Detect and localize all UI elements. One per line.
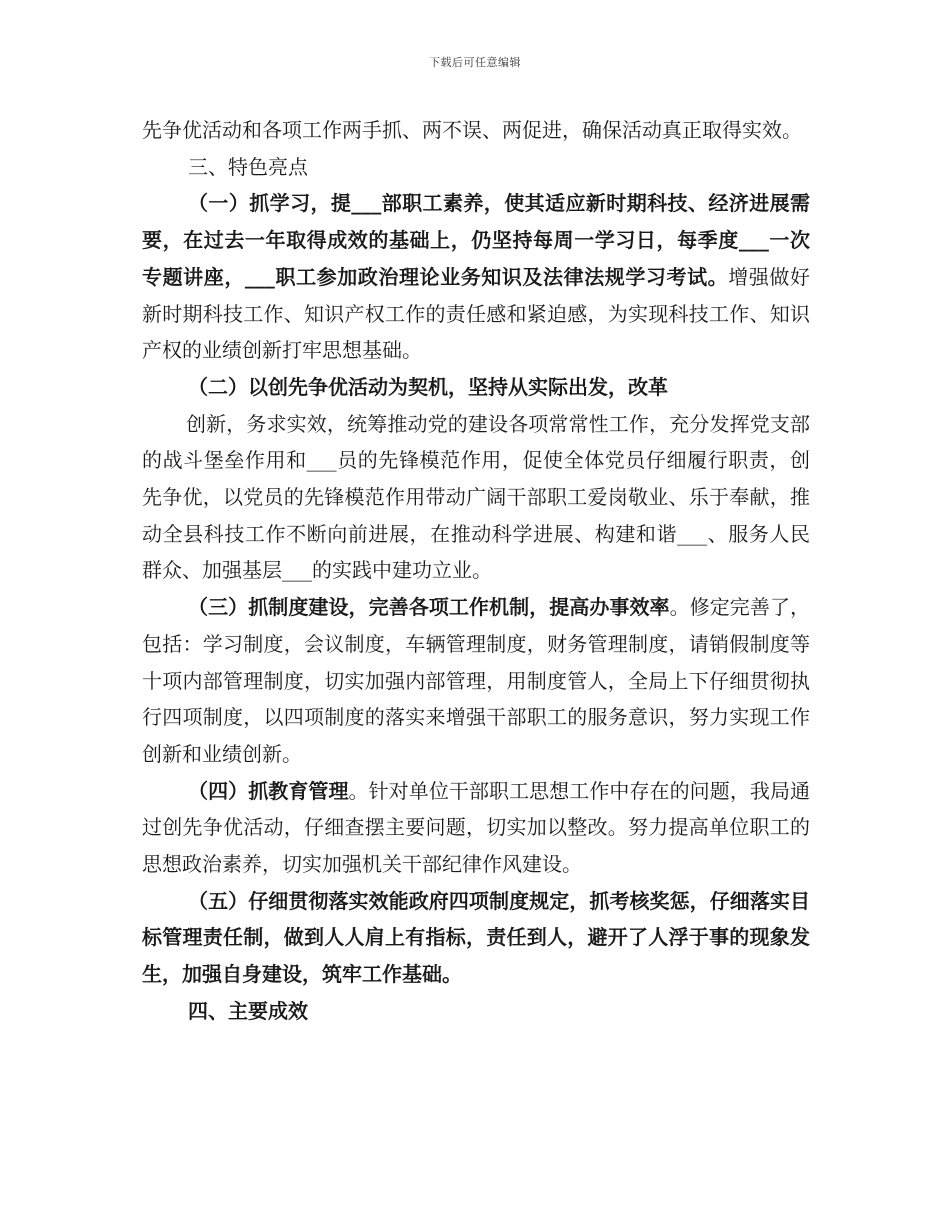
item-3-text: 。修定完善了，包括：学习制度，会议制度，车辆管理制度，财务管理制度，请销假制度等十项内部管理制度，切实加强内部管理，用制度管人，全局上下仔细贯彻执行四项制度，以四项制度的落实来增强干部职工的服务意识，努力实现工作创新和业绩创新。 bbox=[142, 595, 811, 766]
item-1-title: （一）抓学习，提___部职工素养，使其适应新时期科技、经济进展需要，在过去一年取得成效的基础上，仍坚持每周一学习日，每季度___一次专题讲座，___职工参加政治理论业务知识及法律法规学习考试。 bbox=[142, 191, 810, 289]
paragraph-item-2-title: （二）以创先争优活动为契机，坚持从实际出发，改革 bbox=[188, 374, 668, 399]
paragraph-item-4 bbox=[142, 773, 810, 883]
section-heading-4: 四、主要成效 bbox=[188, 998, 308, 1023]
item-3-title: （三）抓制度建设，完善各项工作机制，提高办事效率 bbox=[188, 595, 670, 620]
item-4-text: 。针对单位干部职工思想工作中存在的问题，我局通过创先争优活动，仔细查摆主要问题，切实加以整改。努力提高单位职工的思想政治素养，切实加强机关干部纪律作风建设。 bbox=[142, 778, 811, 877]
paragraph-item-5: （五）仔细贯彻落实效能政府四项制度规定，抓考核奖惩，仔细落实目标管理责任制，做到人人肩上有指标，责任到人，避开了人浮于事的现象发生，加强自身建设，筑牢工作基础。 bbox=[142, 888, 810, 987]
item-1-text: 增强做好新时期科技工作、知识产权工作的责任感和紧迫感，为实现科技工作、知识产权的业绩创新打牢思想基础。 bbox=[142, 264, 811, 363]
paragraph-continuation: 先争优活动和各项工作两手抓、两不误、两促进，确保活动真正取得实效。 bbox=[142, 118, 802, 142]
paragraph-item-3 bbox=[142, 589, 810, 773]
paragraph-item-2-text: 创新，务求实效，统筹推动党的建设各项常常性工作，充分发挥党支部的战斗堡垒作用和___员的先锋模范作用，促使全体党员仔细履行职责，创先争优，以党员的先锋模范作用带动广阔干部职工爱岗敬业、乐于奉献，推动全县科技工作不断向前进展，在推动科学进展、构建和谐___、服务人民群众、加强基层___的实践中建功立业。 bbox=[142, 411, 810, 583]
document-body bbox=[142, 112, 810, 1030]
paragraph-item-1 bbox=[142, 185, 810, 369]
section-heading-3: 三、特色亮点 bbox=[188, 154, 308, 179]
item-4-title: （四）抓教育管理 bbox=[188, 778, 349, 803]
page-header: 下载后可任意编辑 bbox=[429, 56, 521, 69]
